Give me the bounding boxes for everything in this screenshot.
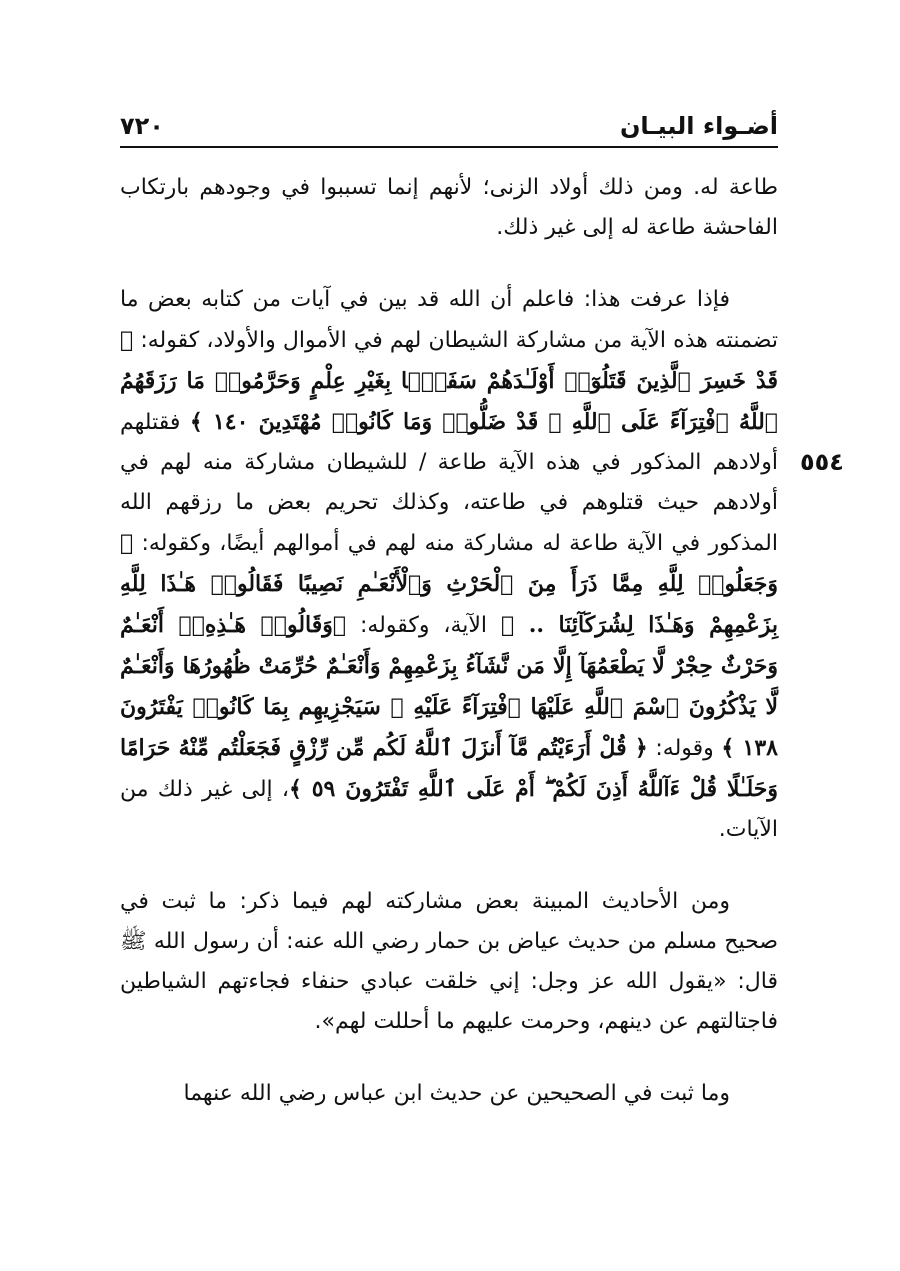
margin-page-reference: ٥٥٤ [800,448,844,476]
paragraph-text: الآية، وكقوله: [346,613,501,638]
quran-verse: ﴿وَقَالُوا۟ هَـٰذِهِۦٓ أَنْعَـٰمٌ وَحَرْثٌ حِجْرٌ لَّا يَطْعَمُهَآ إِلَّا مَن نَّشَآءُ بِزَعْمِهِمْ وَأَنْعَـٰمٌ حُرِّمَتْ ظُهُورُهَا وَأَنْعَـٰمٌ لَّا يَذْكُرُونَ ٱسْمَ ٱللَّهِ عَلَيْهَا ٱفْتِرَآءً عَلَيْهِ ۚ سَيَجْزِيهِم بِمَا كَانُوا۟ يَفْتَرُونَ ١٣٨ ﴾ [120,612,778,761]
paragraph-text: وقوله: [647,736,722,761]
paragraph-text: طاعة له. ومن ذلك أولاد الزنى؛ لأنهم إنما تسببوا في وجودهم بارتكاب الفاحشة طاعة له إلى غير ذلك. [120,175,778,240]
paragraph-text: فقتلهم أولادهم المذكور في هذه الآية طاعة / للشيطان مشاركة منه لهم في أولادهم حيث قتلوهم في طاعته، وكذلك تحريم بعض ما رزقهم الله المذكور في الآية طاعة له مشاركة منه لهم في أموالهم أيضًا، وكقوله: [120,410,778,556]
paragraph-text: ، إلى غير ذلك من الآيات. [120,777,778,842]
quran-verse: ﴿ قُلْ أَرَءَيْتُم مَّآ أَنزَلَ ٱللَّهُ لَكُم مِّن رِّزْقٍ فَجَعَلْتُم مِّنْهُ حَرَامًا وَحَلَـٰلًا قُلْ ءَآللَّهُ أَذِنَ لَكُمْ ۖ أَمْ عَلَى ٱللَّهِ تَفْتَرُونَ ٥٩ ﴾ [120,735,778,802]
paragraph-1 [120,168,778,248]
page-number: ٧٢٠ [120,112,164,140]
paragraph-text: وما ثبت في الصحيحين عن حديث ابن عباس رضي الله عنهما [183,1081,730,1106]
paragraph-text: ومن الأحاديث المبينة بعض مشاركته لهم فيما ذكر: ما ثبت في صحيح مسلم من حديث عياض بن حمار رضي الله عنه: أن رسول الله ﷺ قال: «يقول الله عز وجل: إني خلقت عبادي حنفاء فجاءتهم الشياطين فاجتالتهم عن دينهم، وحرمت عليهم ما أحللت لهم». [120,889,778,1034]
page-header [120,106,778,148]
book-title: أضـواء البيـان [619,112,778,140]
paragraph-2 [120,280,778,850]
paragraph-3 [120,882,778,1042]
quran-verse: ﴿ قَدْ خَسِرَ ٱلَّذِينَ قَتَلُوٓا۟ أَوْلَـٰدَهُمْ سَفَهًۢا بِغَيْرِ عِلْمٍ وَحَرَّمُوا۟ مَا رَزَقَهُمُ ٱللَّهُ ٱفْتِرَآءً عَلَى ٱللَّهِ ۚ قَدْ ضَلُّوا۟ وَمَا كَانُوا۟ مُهْتَدِينَ ١٤٠ ﴾ [120,327,779,435]
body-text [120,168,778,1114]
quran-verse: ﴿ وَجَعَلُوا۟ لِلَّهِ مِمَّا ذَرَأَ مِنَ ٱلْحَرْثِ وَٱلْأَنْعَـٰمِ نَصِيبًا فَقَالُوا۟ هَـٰذَا لِلَّهِ بِزَعْمِهِمْ وَهَـٰذَا لِشُرَكَآئِنَا .. ﴾ [120,530,778,638]
paragraph-4 [120,1074,778,1114]
paragraph-text: فإذا عرفت هذا: فاعلم أن الله قد بين في آيات من كتابه بعض ما تضمنته هذه الآية من مشاركة الشيطان لهم في الأموال والأولاد، كقوله: [120,287,778,353]
